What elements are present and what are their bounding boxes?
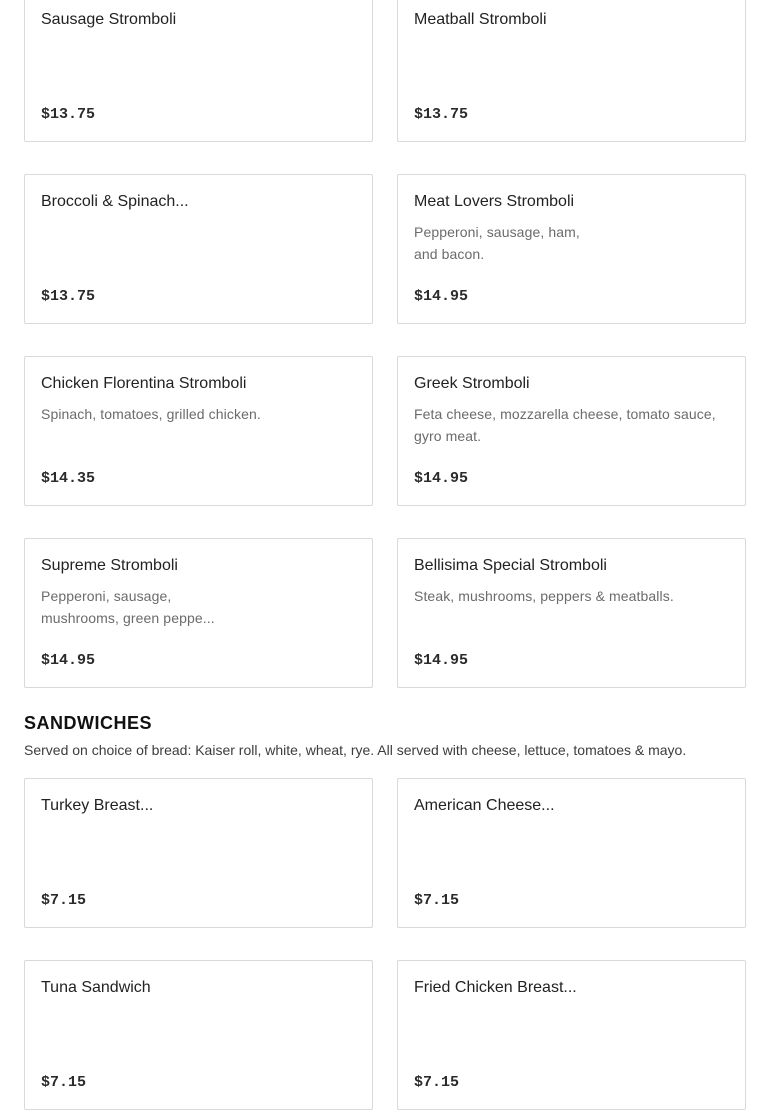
menu-item-card[interactable] <box>24 356 373 506</box>
menu-item-name: Tuna Sandwich <box>41 979 151 996</box>
menu-item-card[interactable] <box>24 778 373 928</box>
menu-item-price: $7.15 <box>41 892 87 909</box>
menu-item-description: Feta cheese, mozzarella cheese, tomato sauce, gyro meat. <box>414 406 716 444</box>
menu-item-name: Greek Stromboli <box>414 375 530 392</box>
menu-item-name: Fried Chicken Breast... <box>414 979 577 996</box>
menu-item-description: Pepperoni, sausage, ham, and bacon. <box>414 224 580 262</box>
menu-item-price: $7.15 <box>41 1074 87 1091</box>
menu-item-description: Spinach, tomatoes, grilled chicken. <box>41 406 261 422</box>
menu-item-name: Meatball Stromboli <box>414 11 547 28</box>
menu-item-card[interactable] <box>397 0 746 142</box>
menu-item-card[interactable] <box>397 174 746 324</box>
menu-item-price: $7.15 <box>414 892 460 909</box>
menu-item-name: Meat Lovers Stromboli <box>414 193 575 210</box>
stromboli-items-grid <box>24 0 746 688</box>
menu-item-price: $14.95 <box>414 288 469 305</box>
menu-item-name: Bellisima Special Stromboli <box>414 557 607 574</box>
menu-item-card[interactable] <box>397 778 746 928</box>
menu-item-name: Broccoli & Spinach... <box>41 193 189 210</box>
menu-item-price: $7.15 <box>414 1074 460 1091</box>
menu-item-price: $14.35 <box>41 470 96 487</box>
menu-item-card[interactable] <box>397 960 746 1110</box>
menu-item-description: Pepperoni, sausage, mushrooms, green peppe... <box>41 588 215 626</box>
menu-item-name: Chicken Florentina Stromboli <box>41 375 247 392</box>
menu-item-name: Supreme Stromboli <box>41 557 178 574</box>
menu-item-card[interactable] <box>24 960 373 1110</box>
menu-item-card[interactable] <box>24 538 373 688</box>
menu-item-name: Sausage Stromboli <box>41 11 177 28</box>
menu-item-price: $14.95 <box>414 470 469 487</box>
menu-item-name: Turkey Breast... <box>41 797 154 814</box>
menu-item-card[interactable] <box>397 356 746 506</box>
menu-item-price: $14.95 <box>41 652 96 669</box>
menu-item-card[interactable] <box>397 538 746 688</box>
menu-item-card[interactable] <box>24 174 373 324</box>
menu-item-description: Steak, mushrooms, peppers & meatballs. <box>414 588 674 604</box>
menu-item-price: $14.95 <box>414 652 469 669</box>
section-title: SANDWICHES <box>24 713 153 733</box>
menu-item-price: $13.75 <box>41 288 96 305</box>
menu-item-price: $13.75 <box>414 106 469 123</box>
menu-item-card[interactable] <box>24 0 373 142</box>
section-description: Served on choice of bread: Kaiser roll, white, wheat, rye. All served with cheese, lettuce, tomatoes & mayo. <box>24 742 687 758</box>
menu-item-price: $13.75 <box>41 106 96 123</box>
menu-item-name: American Cheese... <box>414 797 555 814</box>
sandwiches-items-grid <box>24 778 746 1110</box>
